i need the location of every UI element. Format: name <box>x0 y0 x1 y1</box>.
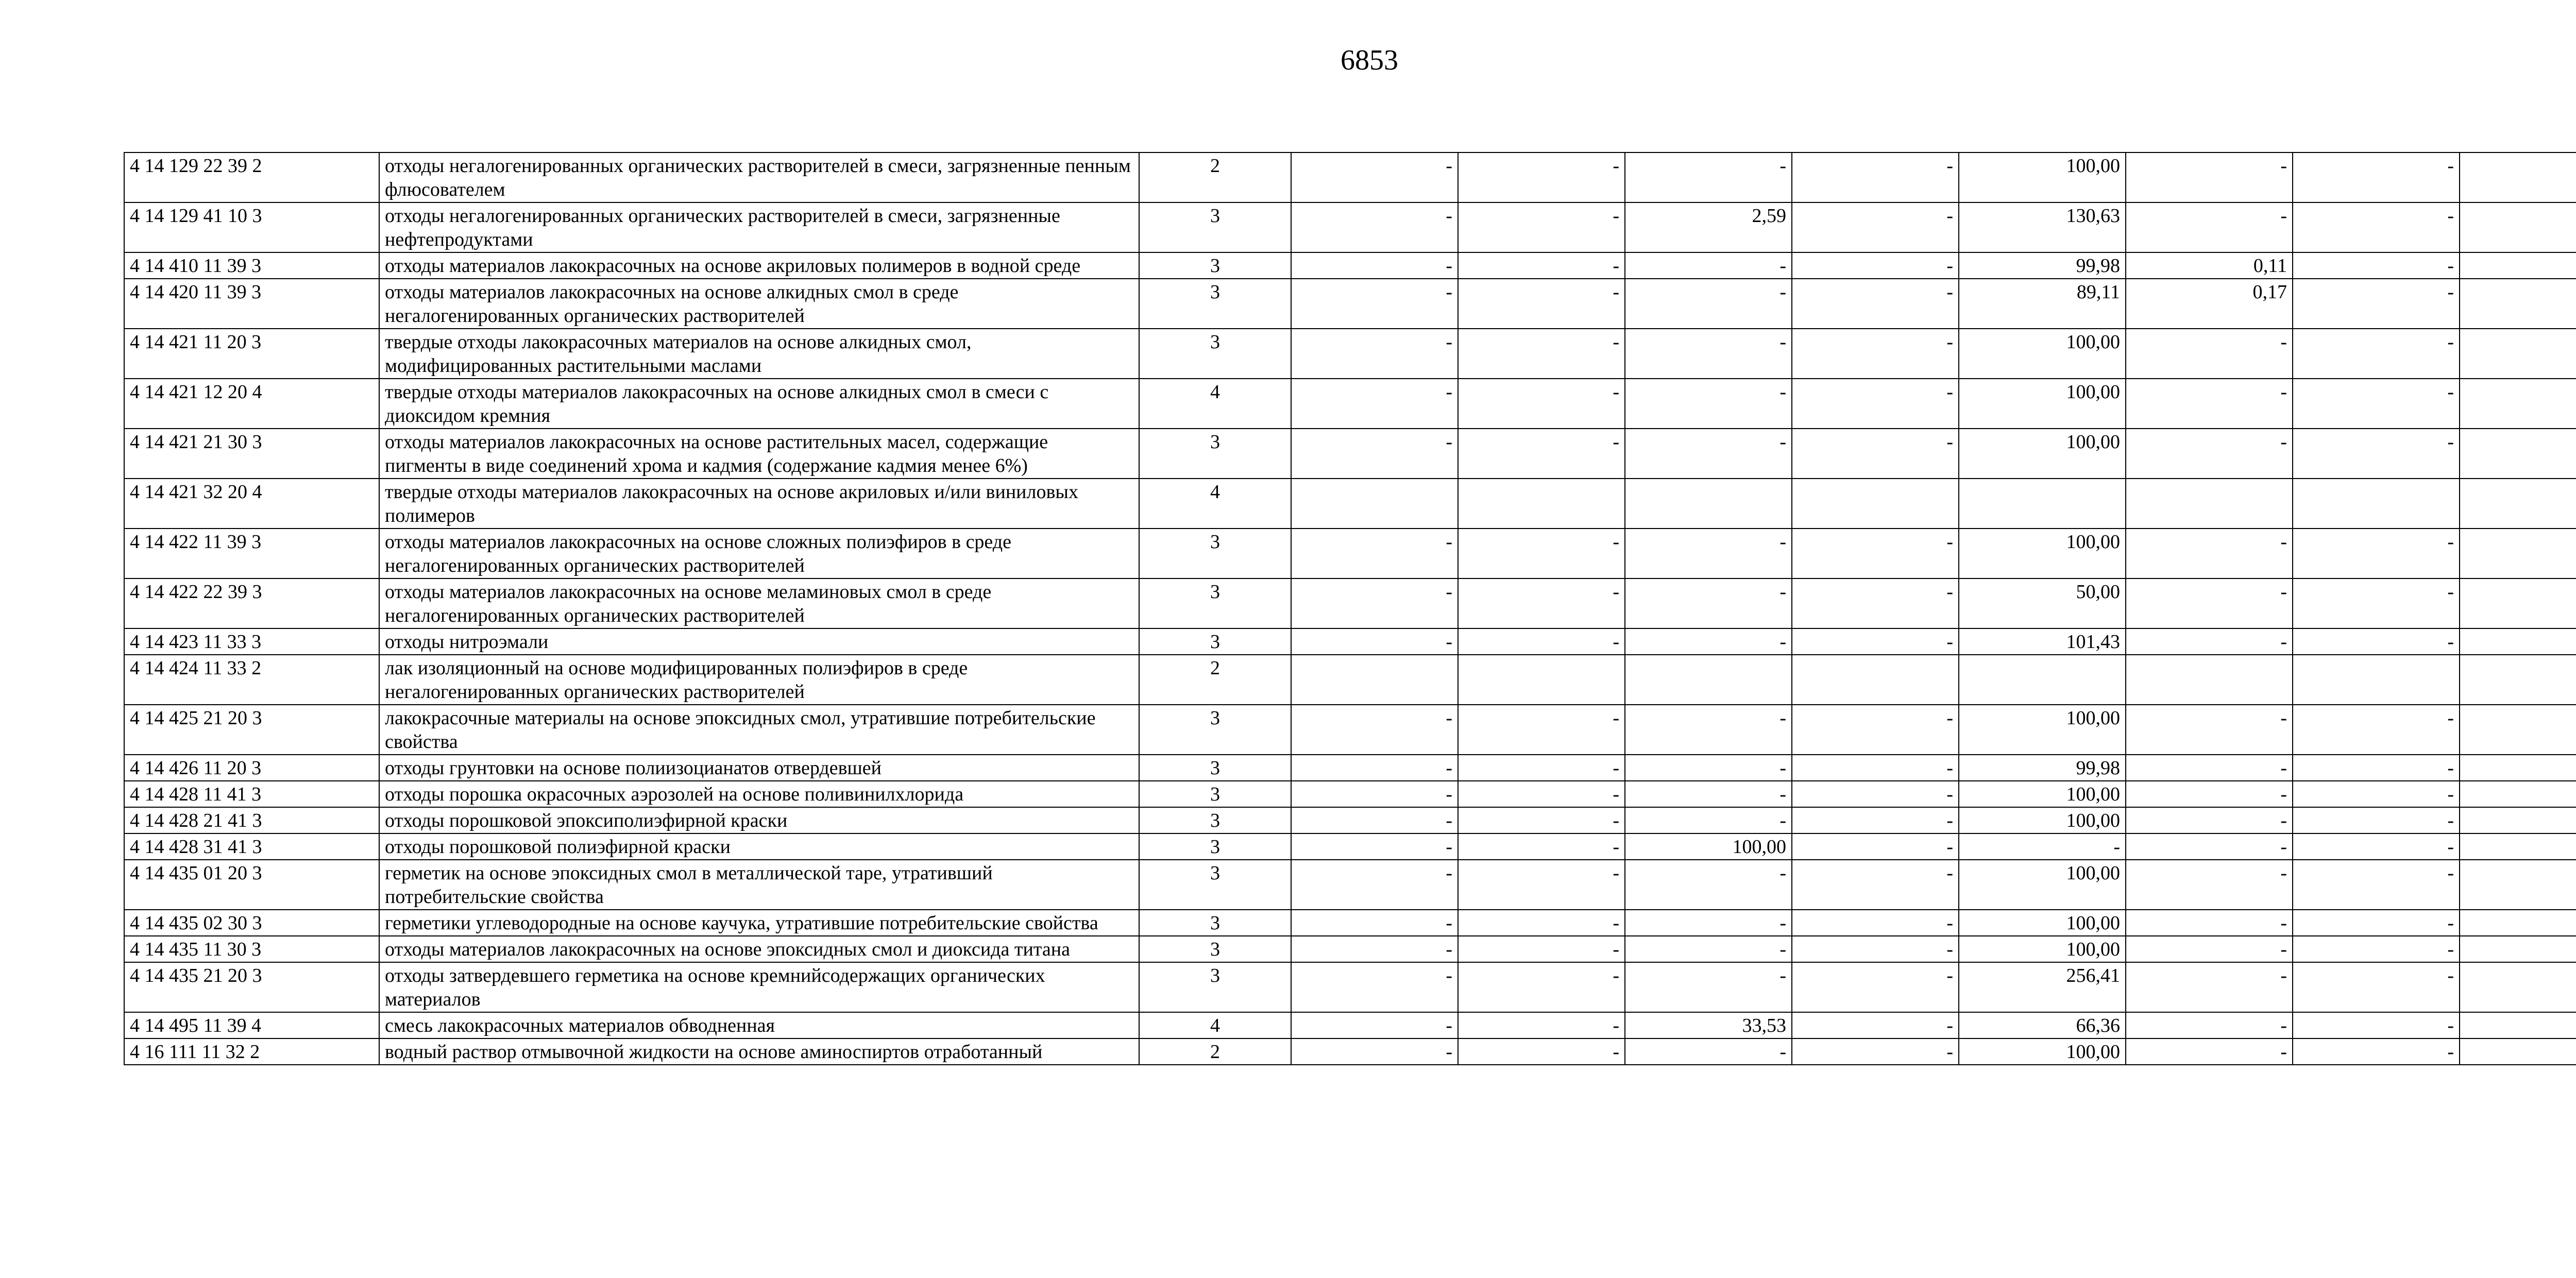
waste-name-cell: отходы нитроэмали <box>379 628 1139 655</box>
value-cell: - <box>2293 755 2460 781</box>
value-cell: - <box>1458 807 1625 833</box>
waste-code-cell: 4 14 428 31 41 3 <box>124 833 379 860</box>
value-cell: - <box>2126 202 2293 252</box>
table-row <box>124 529 2576 578</box>
value-cell: - <box>1458 152 1625 202</box>
hazard-class-cell: 4 <box>1139 379 1291 429</box>
value-cell: - <box>1458 860 1625 910</box>
table-row <box>124 655 2576 705</box>
value-cell <box>2460 655 2576 705</box>
value-cell: - <box>1291 781 1458 807</box>
value-cell: - <box>1625 529 1792 578</box>
value-cell <box>1291 479 1458 529</box>
value-cell: 100,00 <box>1959 1038 2126 1065</box>
value-cell: - <box>1625 860 1792 910</box>
table-row <box>124 705 2576 755</box>
value-cell: - <box>2293 936 2460 962</box>
value-cell: 99,98 <box>1959 755 2126 781</box>
value-cell: 100,00 <box>1959 781 2126 807</box>
value-cell: - <box>2126 807 2293 833</box>
hazard-class-cell: 3 <box>1139 705 1291 755</box>
waste-name-cell: герметики углеводородные на основе каучука, утратившие потребительские свойства <box>379 910 1139 936</box>
value-cell: - <box>2126 962 2293 1012</box>
value-cell: 2,59 <box>1625 202 1792 252</box>
value-cell <box>2460 807 2576 833</box>
value-cell: - <box>1458 1038 1625 1065</box>
hazard-class-cell: 2 <box>1139 152 1291 202</box>
value-cell <box>2460 781 2576 807</box>
waste-name-cell: твердые отходы лакокрасочных материалов на основе алкидных смол, модифицированных растительными маслами <box>379 329 1139 379</box>
value-cell: - <box>1792 628 1959 655</box>
hazard-class-cell: 4 <box>1139 479 1291 529</box>
value-cell: 101,43 <box>1959 628 2126 655</box>
value-cell <box>2460 1012 2576 1038</box>
waste-code-cell: 4 14 426 11 20 3 <box>124 755 379 781</box>
waste-code-cell: 4 14 421 12 20 4 <box>124 379 379 429</box>
waste-name-cell: отходы материалов лакокрасочных на основе меламиновых смол в среде негалогенированных органических растворителей <box>379 578 1139 628</box>
value-cell: - <box>2293 202 2460 252</box>
waste-name-cell: отходы негалогенированных органических растворителей в смеси, загрязненные нефтепродуктами <box>379 202 1139 252</box>
value-cell: - <box>1291 529 1458 578</box>
value-cell <box>1458 479 1625 529</box>
value-cell: 100,00 <box>1959 807 2126 833</box>
value-cell: - <box>1291 202 1458 252</box>
value-cell: - <box>1792 529 1959 578</box>
value-cell: - <box>2293 962 2460 1012</box>
value-cell: 130,63 <box>1959 202 2126 252</box>
value-cell: - <box>1458 628 1625 655</box>
value-cell: - <box>2126 429 2293 479</box>
waste-code-cell: 4 14 421 21 30 3 <box>124 429 379 479</box>
waste-name-cell: твердые отходы материалов лакокрасочных на основе алкидных смол в смеси с диоксидом кремния <box>379 379 1139 429</box>
value-cell: 33,53 <box>1625 1012 1792 1038</box>
value-cell: - <box>1291 379 1458 429</box>
value-cell: - <box>1792 910 1959 936</box>
value-cell: - <box>1291 252 1458 279</box>
value-cell <box>2460 329 2576 379</box>
value-cell: - <box>1458 529 1625 578</box>
value-cell: 0,17 <box>2126 279 2293 329</box>
value-cell: 50,00 <box>1959 578 2126 628</box>
waste-code-cell: 4 14 422 11 39 3 <box>124 529 379 578</box>
hazard-class-cell: 2 <box>1139 655 1291 705</box>
value-cell: - <box>1458 329 1625 379</box>
value-cell: - <box>1291 833 1458 860</box>
value-cell <box>2460 1038 2576 1065</box>
value-cell <box>2126 479 2293 529</box>
value-cell <box>2460 202 2576 252</box>
value-cell: - <box>2126 529 2293 578</box>
value-cell: - <box>1625 329 1792 379</box>
value-cell: - <box>1625 152 1792 202</box>
value-cell <box>2460 936 2576 962</box>
waste-code-cell: 4 16 111 11 32 2 <box>124 1038 379 1065</box>
value-cell: - <box>1458 379 1625 429</box>
table-row <box>124 755 2576 781</box>
value-cell: - <box>1458 936 1625 962</box>
value-cell: 0,11 <box>2126 252 2293 279</box>
value-cell: 100,00 <box>1959 379 2126 429</box>
waste-name-cell: отходы затвердевшего герметика на основе кремнийсодержащих органических материалов <box>379 962 1139 1012</box>
value-cell <box>2460 379 2576 429</box>
value-cell: - <box>1625 429 1792 479</box>
waste-code-cell: 4 14 420 11 39 3 <box>124 279 379 329</box>
value-cell: - <box>2126 860 2293 910</box>
waste-code-cell: 4 14 428 11 41 3 <box>124 781 379 807</box>
value-cell: - <box>2293 781 2460 807</box>
hazard-class-cell: 3 <box>1139 529 1291 578</box>
value-cell: 66,36 <box>1959 1012 2126 1038</box>
hazard-class-cell: 2 <box>1139 1038 1291 1065</box>
value-cell: - <box>1291 152 1458 202</box>
value-cell: 89,11 <box>1959 279 2126 329</box>
value-cell <box>1625 479 1792 529</box>
hazard-class-cell: 3 <box>1139 429 1291 479</box>
waste-code-cell: 4 14 435 02 30 3 <box>124 910 379 936</box>
value-cell <box>2126 655 2293 705</box>
hazard-class-cell: 3 <box>1139 329 1291 379</box>
value-cell: - <box>1291 1012 1458 1038</box>
value-cell: - <box>2293 705 2460 755</box>
value-cell <box>1458 655 1625 705</box>
waste-name-cell: герметик на основе эпоксидных смол в металлической таре, утративший потребительские свойства <box>379 860 1139 910</box>
value-cell <box>2460 910 2576 936</box>
value-cell: - <box>1291 755 1458 781</box>
value-cell: - <box>2293 152 2460 202</box>
value-cell: - <box>1291 910 1458 936</box>
waste-name-cell: отходы грунтовки на основе полиизоцианатов отвердевшей <box>379 755 1139 781</box>
value-cell: - <box>2293 1012 2460 1038</box>
value-cell: - <box>1792 1012 1959 1038</box>
waste-name-cell: твердые отходы материалов лакокрасочных на основе акриловых и/или виниловых полимеров <box>379 479 1139 529</box>
value-cell: - <box>1625 578 1792 628</box>
value-cell: - <box>1458 279 1625 329</box>
value-cell <box>2460 860 2576 910</box>
value-cell <box>1792 655 1959 705</box>
value-cell: - <box>1625 781 1792 807</box>
value-cell: - <box>2126 1038 2293 1065</box>
value-cell <box>1959 479 2126 529</box>
value-cell: - <box>1792 578 1959 628</box>
value-cell: - <box>1625 807 1792 833</box>
waste-code-cell: 4 14 435 01 20 3 <box>124 860 379 910</box>
value-cell <box>1625 655 1792 705</box>
hazard-class-cell: 3 <box>1139 279 1291 329</box>
value-cell: - <box>1458 910 1625 936</box>
value-cell <box>2293 479 2460 529</box>
value-cell: - <box>2293 529 2460 578</box>
value-cell: - <box>1792 279 1959 329</box>
waste-name-cell: отходы материалов лакокрасочных на основе эпоксидных смол и диоксида титана <box>379 936 1139 962</box>
waste-code-cell: 4 14 425 21 20 3 <box>124 705 379 755</box>
waste-code-cell: 4 14 422 22 39 3 <box>124 578 379 628</box>
value-cell: - <box>2293 1038 2460 1065</box>
value-cell: - <box>1291 1038 1458 1065</box>
waste-code-cell: 4 14 495 11 39 4 <box>124 1012 379 1038</box>
value-cell <box>1959 655 2126 705</box>
table-row <box>124 860 2576 910</box>
value-cell: - <box>1792 807 1959 833</box>
value-cell: - <box>1458 781 1625 807</box>
value-cell: 99,98 <box>1959 252 2126 279</box>
value-cell: - <box>2293 252 2460 279</box>
value-cell: 100,00 <box>1959 529 2126 578</box>
value-cell: - <box>1458 202 1625 252</box>
value-cell: - <box>2293 910 2460 936</box>
waste-name-cell: лак изоляционный на основе модифицированных полиэфиров в среде негалогенированных органических растворителей <box>379 655 1139 705</box>
waste-name-cell: отходы материалов лакокрасочных на основе алкидных смол в среде негалогенированных органических растворителей <box>379 279 1139 329</box>
value-cell: - <box>1458 1012 1625 1038</box>
value-cell <box>1792 479 1959 529</box>
hazard-class-cell: 3 <box>1139 910 1291 936</box>
value-cell: - <box>1792 202 1959 252</box>
table-row <box>124 1038 2576 1065</box>
table-row <box>124 1012 2576 1038</box>
value-cell: - <box>2126 1012 2293 1038</box>
value-cell: - <box>2126 781 2293 807</box>
table-row <box>124 962 2576 1012</box>
table-row <box>124 807 2576 833</box>
waste-code-cell: 4 14 423 11 33 3 <box>124 628 379 655</box>
table-row <box>124 628 2576 655</box>
value-cell: - <box>1792 152 1959 202</box>
value-cell: - <box>1291 429 1458 479</box>
value-cell: 256,41 <box>1959 962 2126 1012</box>
hazard-class-cell: 3 <box>1139 781 1291 807</box>
hazard-class-cell: 3 <box>1139 578 1291 628</box>
waste-name-cell: отходы материалов лакокрасочных на основе растительных масел, содержащие пигменты в виде соединений хрома и кадмия (содержание кадмия менее 6%) <box>379 429 1139 479</box>
waste-name-cell: отходы порошковой полиэфирной краски <box>379 833 1139 860</box>
table-row <box>124 578 2576 628</box>
value-cell: - <box>1291 578 1458 628</box>
table-row <box>124 329 2576 379</box>
value-cell: - <box>1291 807 1458 833</box>
hazard-class-cell: 3 <box>1139 962 1291 1012</box>
waste-code-cell: 4 14 435 11 30 3 <box>124 936 379 962</box>
value-cell <box>1291 655 1458 705</box>
table-row <box>124 936 2576 962</box>
value-cell: 100,00 <box>1959 152 2126 202</box>
waste-name-cell: отходы порошковой эпоксиполиэфирной краски <box>379 807 1139 833</box>
value-cell: - <box>1792 252 1959 279</box>
value-cell: - <box>1625 628 1792 655</box>
waste-code-cell: 4 14 129 22 39 2 <box>124 152 379 202</box>
value-cell <box>2460 252 2576 279</box>
table-row <box>124 279 2576 329</box>
value-cell: - <box>2293 628 2460 655</box>
value-cell: 100,00 <box>1625 833 1792 860</box>
value-cell <box>2460 628 2576 655</box>
value-cell: 100,00 <box>1959 329 2126 379</box>
value-cell: - <box>1792 379 1959 429</box>
value-cell: - <box>1625 755 1792 781</box>
hazard-class-cell: 3 <box>1139 936 1291 962</box>
value-cell: - <box>1792 755 1959 781</box>
value-cell: - <box>2293 429 2460 479</box>
value-cell <box>2460 279 2576 329</box>
value-cell: 100,00 <box>1959 936 2126 962</box>
value-cell: - <box>1625 1038 1792 1065</box>
value-cell: - <box>1792 329 1959 379</box>
value-cell: - <box>1458 705 1625 755</box>
value-cell: - <box>2126 329 2293 379</box>
value-cell: - <box>2126 152 2293 202</box>
value-cell: - <box>2293 578 2460 628</box>
value-cell: - <box>1625 910 1792 936</box>
waste-code-cell: 4 14 424 11 33 2 <box>124 655 379 705</box>
table-row <box>124 202 2576 252</box>
waste-code-cell: 4 14 421 32 20 4 <box>124 479 379 529</box>
table-row <box>124 252 2576 279</box>
value-cell: - <box>2293 833 2460 860</box>
value-cell: - <box>1792 962 1959 1012</box>
hazard-class-cell: 3 <box>1139 628 1291 655</box>
waste-name-cell: водный раствор отмывочной жидкости на основе аминоспиртов отработанный <box>379 1038 1139 1065</box>
value-cell: - <box>1792 860 1959 910</box>
waste-name-cell: отходы негалогенированных органических растворителей в смеси, загрязненные пенным флюсователем <box>379 152 1139 202</box>
value-cell: - <box>2293 807 2460 833</box>
value-cell: - <box>1291 860 1458 910</box>
value-cell <box>2460 152 2576 202</box>
value-cell: - <box>1458 962 1625 1012</box>
hazard-class-cell: 3 <box>1139 833 1291 860</box>
value-cell: - <box>2126 910 2293 936</box>
waste-name-cell: смесь лакокрасочных материалов обводненная <box>379 1012 1139 1038</box>
value-cell: - <box>1291 962 1458 1012</box>
value-cell: 100,00 <box>1959 705 2126 755</box>
waste-name-cell: отходы порошка окрасочных аэрозолей на основе поливинилхлорида <box>379 781 1139 807</box>
value-cell: - <box>2126 379 2293 429</box>
value-cell <box>2460 833 2576 860</box>
value-cell: 100,00 <box>1959 429 2126 479</box>
value-cell: - <box>1625 279 1792 329</box>
value-cell: - <box>1792 781 1959 807</box>
value-cell <box>2460 529 2576 578</box>
value-cell: - <box>2126 936 2293 962</box>
waste-code-cell: 4 14 435 21 20 3 <box>124 962 379 1012</box>
waste-code-cell: 4 14 428 21 41 3 <box>124 807 379 833</box>
table-row <box>124 379 2576 429</box>
hazard-class-cell: 3 <box>1139 807 1291 833</box>
value-cell: - <box>2293 279 2460 329</box>
hazard-class-cell: 3 <box>1139 860 1291 910</box>
value-cell: - <box>1291 936 1458 962</box>
value-cell: - <box>1291 279 1458 329</box>
waste-name-cell: отходы материалов лакокрасочных на основе сложных полиэфиров в среде негалогенированных органических растворителей <box>379 529 1139 578</box>
value-cell <box>2293 655 2460 705</box>
value-cell: - <box>1959 833 2126 860</box>
hazard-class-cell: 3 <box>1139 252 1291 279</box>
value-cell: - <box>1792 833 1959 860</box>
value-cell: - <box>1792 429 1959 479</box>
value-cell: - <box>1458 578 1625 628</box>
table-row <box>124 781 2576 807</box>
page-number: 6853 <box>1341 44 1398 76</box>
waste-code-cell: 4 14 421 11 20 3 <box>124 329 379 379</box>
value-cell <box>2460 755 2576 781</box>
table-row <box>124 910 2576 936</box>
value-cell: - <box>1458 252 1625 279</box>
value-cell: 100,00 <box>1959 910 2126 936</box>
value-cell <box>2460 962 2576 1012</box>
value-cell: - <box>1792 705 1959 755</box>
value-cell: - <box>1625 252 1792 279</box>
hazard-class-cell: 4 <box>1139 1012 1291 1038</box>
value-cell: - <box>1458 429 1625 479</box>
value-cell <box>2460 578 2576 628</box>
value-cell: - <box>1625 379 1792 429</box>
value-cell <box>2460 429 2576 479</box>
waste-table <box>124 152 2576 1065</box>
value-cell <box>2460 479 2576 529</box>
value-cell: - <box>1291 329 1458 379</box>
value-cell: - <box>2126 833 2293 860</box>
value-cell: - <box>1792 936 1959 962</box>
waste-code-cell: 4 14 129 41 10 3 <box>124 202 379 252</box>
value-cell <box>2460 705 2576 755</box>
value-cell: - <box>1458 833 1625 860</box>
table-row <box>124 429 2576 479</box>
value-cell: - <box>1625 705 1792 755</box>
table-row <box>124 479 2576 529</box>
value-cell: - <box>1458 755 1625 781</box>
value-cell: - <box>1291 628 1458 655</box>
value-cell: - <box>2126 755 2293 781</box>
value-cell: - <box>2126 705 2293 755</box>
table-row <box>124 152 2576 202</box>
waste-code-cell: 4 14 410 11 39 3 <box>124 252 379 279</box>
value-cell: - <box>2126 628 2293 655</box>
value-cell: - <box>2126 578 2293 628</box>
waste-name-cell: лакокрасочные материалы на основе эпоксидных смол, утратившие потребительские свойства <box>379 705 1139 755</box>
waste-name-cell: отходы материалов лакокрасочных на основе акриловых полимеров в водной среде <box>379 252 1139 279</box>
table-body <box>124 152 2576 1065</box>
hazard-class-cell: 3 <box>1139 755 1291 781</box>
value-cell: - <box>1625 936 1792 962</box>
value-cell: - <box>1792 1038 1959 1065</box>
value-cell: - <box>2293 379 2460 429</box>
value-cell: - <box>1291 705 1458 755</box>
value-cell: 100,00 <box>1959 860 2126 910</box>
value-cell: - <box>1625 962 1792 1012</box>
table-row <box>124 833 2576 860</box>
hazard-class-cell: 3 <box>1139 202 1291 252</box>
value-cell: - <box>2293 860 2460 910</box>
value-cell: - <box>2293 329 2460 379</box>
